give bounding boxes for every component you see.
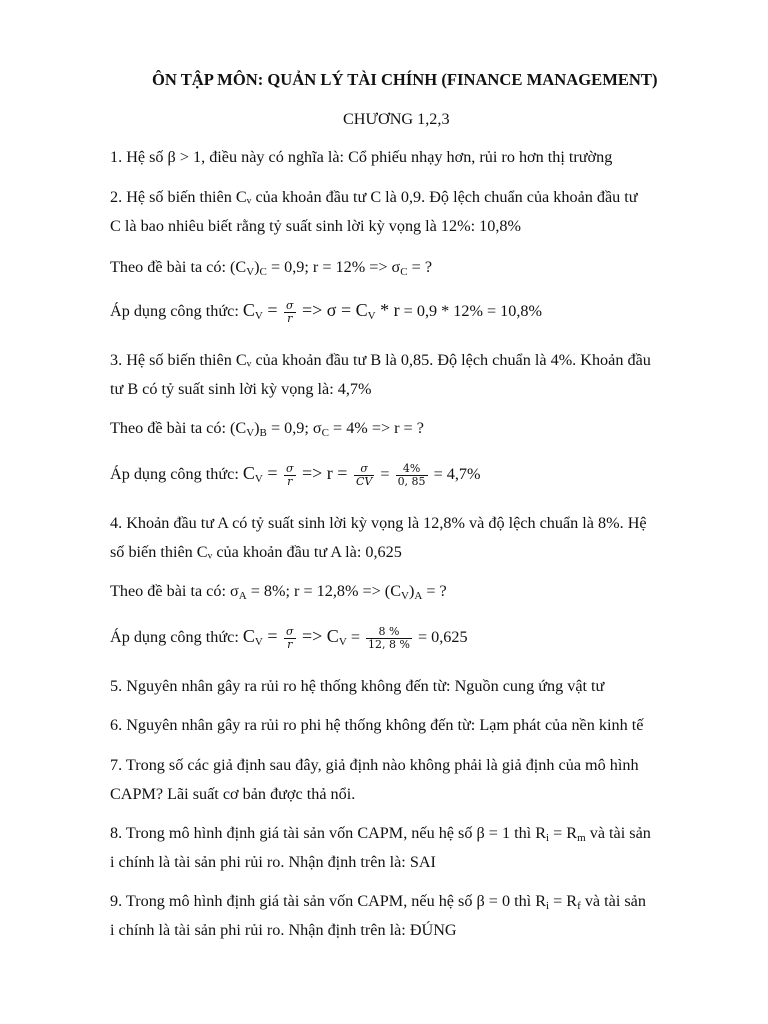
fraction-denominator: 0, 85 — [397, 475, 426, 488]
question-8-line-2: i chính là tài sản phi rủi ro. Nhận định trên là: SAI — [110, 853, 436, 871]
given-text: = 0,9; σ — [266, 419, 322, 437]
question-5: 5. Nguyên nhân gây ra rủi ro hệ thống không đến từ: Nguồn cung ứng vật tư — [110, 677, 605, 695]
formula-result: = 0,625 — [413, 628, 468, 647]
given-text: ) — [408, 582, 415, 600]
equals: = — [376, 465, 394, 484]
subscript: f — [577, 900, 581, 912]
given-text: = ? — [407, 258, 433, 276]
question-7-line-1: 7. Trong số các giả định sau đây, giả định nào không phải là giả định của mô hình — [110, 756, 639, 774]
fraction-numerator: 4% — [396, 463, 428, 476]
question-4-given — [110, 581, 447, 606]
question-6: 6. Nguyên nhân gây ra rủi ro phi hệ thống không đến từ: Lạm phát của nền kinh tế — [110, 716, 644, 734]
subscript: V — [401, 590, 409, 602]
given-text: ) — [254, 258, 260, 276]
question-text: 9. Trong mô hình định giá tài sản vốn CAPM, nếu hệ số β = 0 thì R — [110, 892, 547, 910]
question-1: 1. Hệ số β > 1, điều này có nghĩa là: Cổ phiếu nhạy hơn, rủi ro hơn thị trường — [110, 148, 613, 166]
subscript: V — [254, 310, 263, 323]
question-4-line-1: 4. Khoản đầu tư A có tỷ suất sinh lời kỳ vọng là 12,8% và độ lệch chuẩn là 8%. Hệ — [110, 514, 647, 532]
subscript: m — [577, 832, 586, 844]
subscript: A — [414, 590, 423, 602]
question-2-line-1: 2. Hệ số biến thiên Cᵥ của khoản đầu tư C là 0,9. Độ lệch chuẩn của khoản đầu tư — [110, 188, 638, 206]
fraction-numeric — [366, 626, 412, 651]
question-4-line-2: số biến thiên Cᵥ của khoản đầu tư A là: 0,625 — [110, 543, 402, 561]
equals: = — [262, 463, 282, 484]
formula-prefix: Áp dụng công thức: — [110, 628, 243, 647]
subscript: C — [321, 427, 329, 439]
subscript: i — [546, 900, 550, 912]
fraction-denominator: r — [287, 475, 293, 488]
formula-result: = 4,7% — [429, 465, 481, 484]
given-text: = 0,9; r = 12% => σ — [266, 258, 401, 276]
fraction-numerator: σ — [354, 463, 374, 476]
page-title: ÔN TẬP MÔN: QUẢN LÝ TÀI CHÍNH (FINANCE MANAGEMENT) — [152, 70, 658, 89]
fraction-sigma-over-r — [284, 300, 296, 325]
question-3-formula — [110, 463, 481, 489]
fraction-numerator: σ — [285, 462, 294, 475]
chapter-subtitle: CHƯƠNG 1,2,3 — [343, 110, 450, 128]
question-3-given — [110, 418, 424, 443]
question-text: và tài sản — [580, 892, 646, 910]
subscript: C — [259, 266, 267, 278]
question-3-line-2: tư B có tỷ suất sinh lời kỳ vọng là: 4,7% — [110, 380, 372, 398]
fraction-denominator: r — [287, 312, 293, 325]
fraction-denominator: 12, 8 % — [368, 638, 410, 651]
equals: = — [262, 300, 282, 321]
formula-result: = 0,9 * 12% = 10,8% — [399, 302, 542, 321]
cv-symbol: C — [242, 300, 255, 321]
question-2-line-2: C là bao nhiêu biết rằng tỷ suất sinh lời kỳ vọng là 12%: 10,8% — [110, 217, 521, 235]
formula-text: => C — [297, 626, 339, 647]
given-text: ) — [254, 419, 260, 437]
given-text: = 8%; r = 12,8% => (C — [246, 582, 401, 600]
question-text: 8. Trong mô hình định giá tài sản vốn CAPM, nếu hệ số β = 1 thì R — [110, 824, 547, 842]
question-text: = R — [549, 892, 578, 910]
fraction-denominator: CV — [355, 475, 373, 488]
cv-symbol: C — [242, 626, 255, 647]
formula-text: => r = — [297, 463, 352, 484]
subscript: V — [254, 473, 263, 486]
equals: = — [346, 628, 364, 647]
fraction-numerator: σ — [285, 625, 294, 638]
subscript: V — [367, 310, 376, 323]
subscript: C — [400, 266, 408, 278]
fraction-numerator: 8 % — [366, 626, 412, 639]
equals: = — [262, 626, 282, 647]
question-8-line-1 — [110, 823, 651, 848]
question-9-line-1 — [110, 891, 646, 916]
question-7-line-2: CAPM? Lãi suất cơ bản được thả nổi. — [110, 785, 356, 803]
subscript: V — [338, 636, 347, 649]
question-2-given — [110, 257, 432, 282]
fraction-sigma-over-r — [284, 463, 296, 488]
formula-text: => σ = C — [297, 300, 368, 321]
question-text: và tài sản — [585, 824, 651, 842]
given-text: = ? — [422, 582, 447, 600]
formula-prefix: Áp dụng công thức: — [110, 302, 243, 321]
subscript: V — [246, 266, 255, 278]
fraction-sigma-over-cv — [354, 463, 374, 488]
fraction-numeric — [396, 463, 428, 488]
subscript: B — [259, 427, 267, 439]
cv-symbol: C — [242, 463, 255, 484]
fraction-sigma-over-r — [284, 626, 296, 651]
given-text: Theo đề bài ta có: (C — [110, 258, 247, 276]
given-text: = 4% => r = ? — [328, 419, 424, 437]
question-3-line-1: 3. Hệ số biến thiên Cᵥ của khoản đầu tư B là 0,85. Độ lệch chuẩn là 4%. Khoản đầu — [110, 351, 651, 369]
formula-text: * r — [375, 300, 400, 321]
question-text: = R — [549, 824, 578, 842]
formula-prefix: Áp dụng công thức: — [110, 465, 243, 484]
fraction-numerator: σ — [285, 299, 294, 312]
question-4-formula — [110, 626, 468, 652]
fraction-denominator: r — [287, 638, 293, 651]
subscript: V — [254, 636, 263, 649]
subscript: A — [238, 590, 247, 602]
question-9-line-2: i chính là tài sản phi rủi ro. Nhận định trên là: ĐÚNG — [110, 921, 457, 939]
subscript: V — [246, 427, 255, 439]
subscript: i — [546, 832, 550, 844]
given-text: Theo đề bài ta có: (C — [110, 419, 247, 437]
given-text: Theo đề bài ta có: σ — [110, 582, 239, 600]
question-2-formula — [110, 300, 542, 326]
